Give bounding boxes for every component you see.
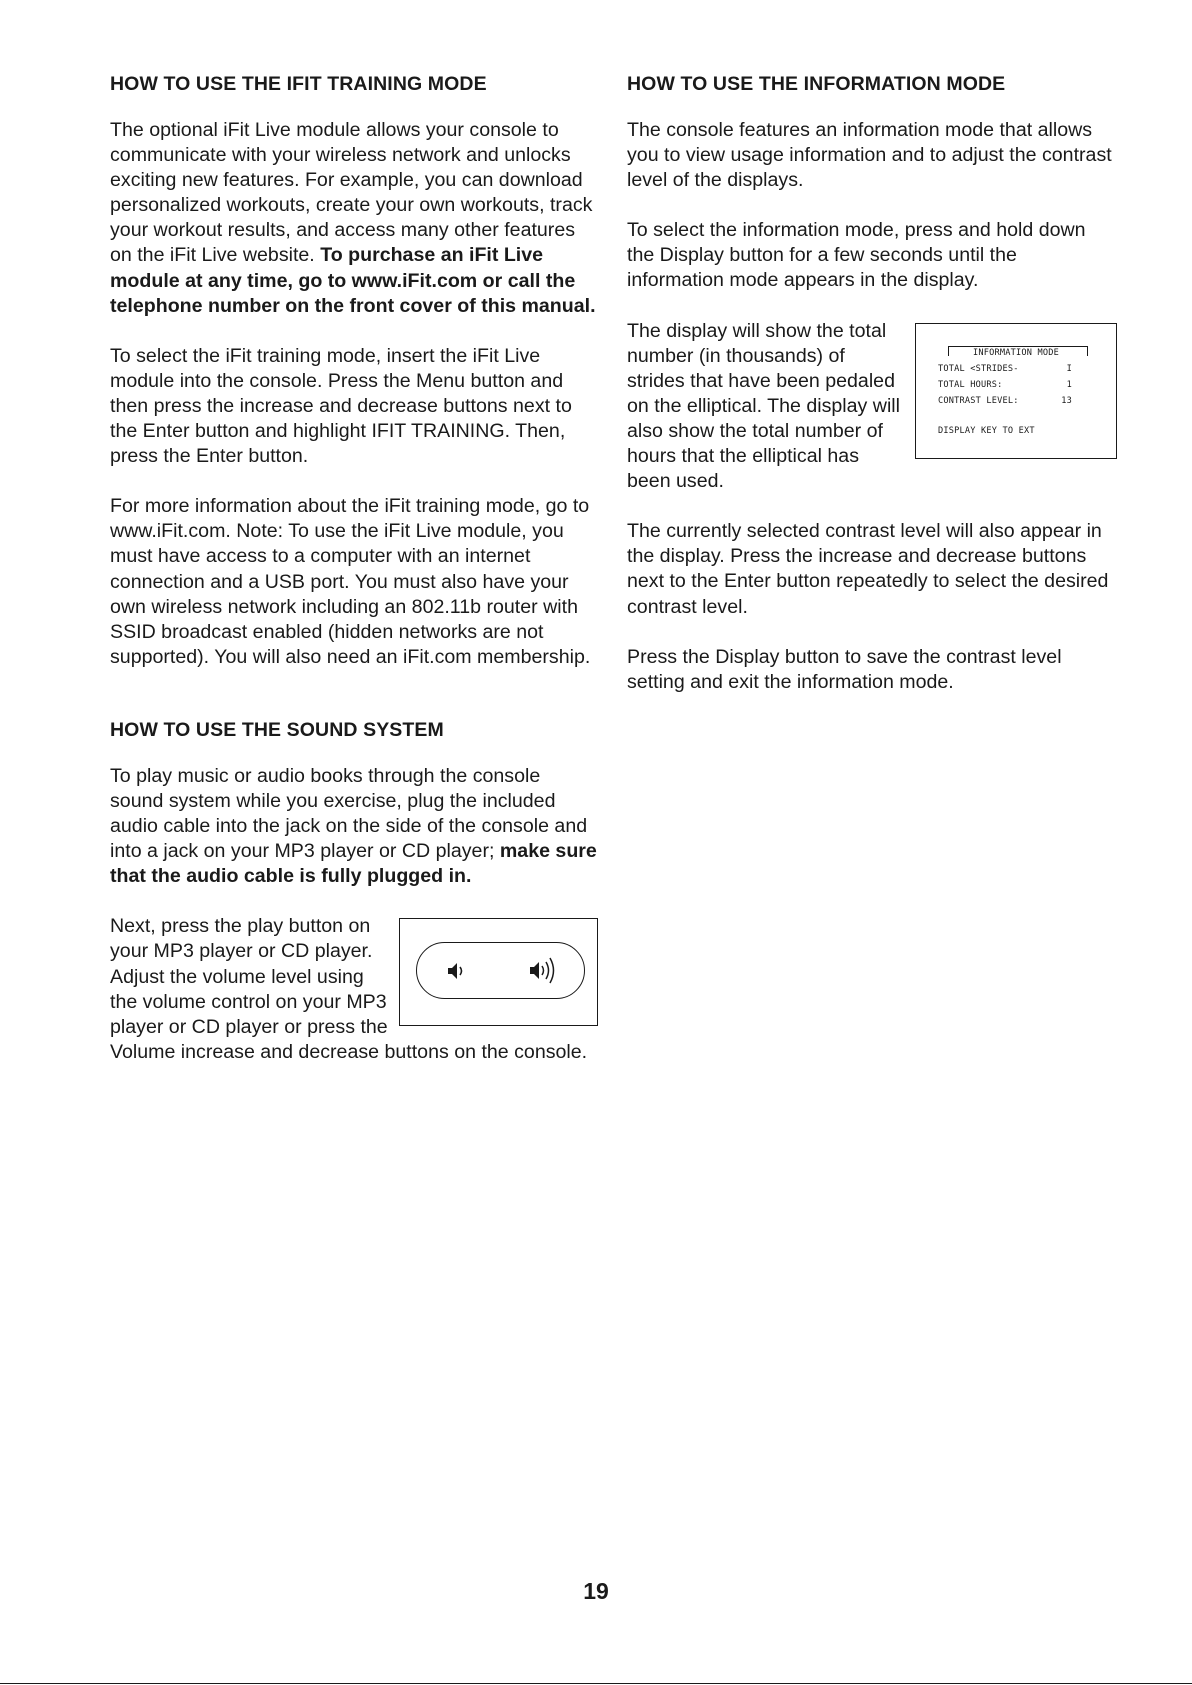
display-row-value: 1 (1066, 379, 1072, 390)
ifit-purchase-note: To purchase an iFit Live module at any time, go to www.iFit.com or call the telephone number on the front cover of this manual. (110, 244, 596, 317)
info-strides-paragraph: The display will show the total number (in thousands) of strides that have been pedaled on the elliptical. The display will also show the total number of hours that the elliptical has been used. (627, 319, 901, 493)
display-row-value: I (1066, 363, 1072, 374)
volume-low-icon (446, 960, 468, 982)
volume-figure (399, 918, 598, 1026)
ifit-more-info-paragraph: For more information about the iFit training mode, go to www.iFit.com. Note: To use the iFit Live module, you must have access to a computer with an internet connection and a USB port. You must also have your own wireless network including an 802.11b router with SSID broadcast enabled (hidden networks are not supported). You will also need an iFit.com membership. (110, 495, 591, 668)
display-row-label: TOTAL HOURS: (938, 379, 1003, 390)
info-select-paragraph: To select the information mode, press and hold down the Display button for a few seconds until the information mode appears in the display. (627, 219, 1086, 292)
information-mode-section (627, 70, 1117, 695)
sound-system-section (110, 716, 598, 1065)
bottom-rule (0, 1683, 1192, 1684)
information-mode-heading: HOW TO USE THE INFORMATION MODE (627, 73, 1006, 95)
ifit-intro-text: The optional iFit Live module allows your console to communicate with your wireless network and unlocks exciting new features. For example, you can download personalized workouts, create your own workouts, track your workout results, and access many other features on the iFit Live website. (110, 119, 593, 267)
display-row-label: CONTRAST LEVEL: (938, 395, 1019, 406)
sound-system-heading: HOW TO USE THE SOUND SYSTEM (110, 718, 444, 741)
sound-intro-paragraph (110, 764, 598, 889)
display-footer: DISPLAY KEY TO EXT (938, 425, 1035, 436)
information-display-figure (915, 323, 1117, 459)
ifit-intro-paragraph (110, 118, 598, 319)
right-column (627, 70, 1117, 720)
display-row-value: 13 (1061, 395, 1072, 406)
display-title: INFORMATION MODE (973, 347, 1059, 358)
ifit-select-paragraph: To select the iFit training mode, insert the iFit Live module into the console. Press the Menu button and then press the increase and decrease buttons next to the Enter button and highlight IFIT TRAINING. Then, press the Enter button. (110, 344, 572, 468)
info-intro-paragraph: The console features an information mode that allows you to view usage information and to adjust the contrast level of the displays. (627, 119, 1112, 192)
volume-high-icon (528, 954, 560, 988)
left-column (110, 70, 598, 1090)
page-number: 19 (583, 1578, 609, 1604)
sound-volume-paragraph: Next, press the play button on your MP3 player or CD player. Adjust the volume level using the volume control on your MP3 player or CD player or press the Volume increase and decrease buttons on the console. (110, 915, 588, 1063)
sound-intro-text: To play music or audio books through the console sound system while you exercise, plug the included audio cable into the jack on the side of the console and into a jack on your MP3 player or CD player; (110, 764, 588, 863)
info-contrast-paragraph: The currently selected contrast level will also appear in the display. Press the increase and decrease buttons next to the Enter button repeatedly to select the desired contrast level. (627, 520, 1109, 618)
display-row-label: TOTAL <STRIDES- (938, 363, 1019, 374)
ifit-training-heading: HOW TO USE THE IFIT TRAINING MODE (110, 73, 487, 95)
ifit-training-section (110, 70, 598, 670)
info-exit-paragraph: Press the Display button to save the contrast level setting and exit the information mode. (627, 645, 1062, 693)
sound-cable-note: make sure that the audio cable is fully plugged in. (110, 840, 597, 888)
